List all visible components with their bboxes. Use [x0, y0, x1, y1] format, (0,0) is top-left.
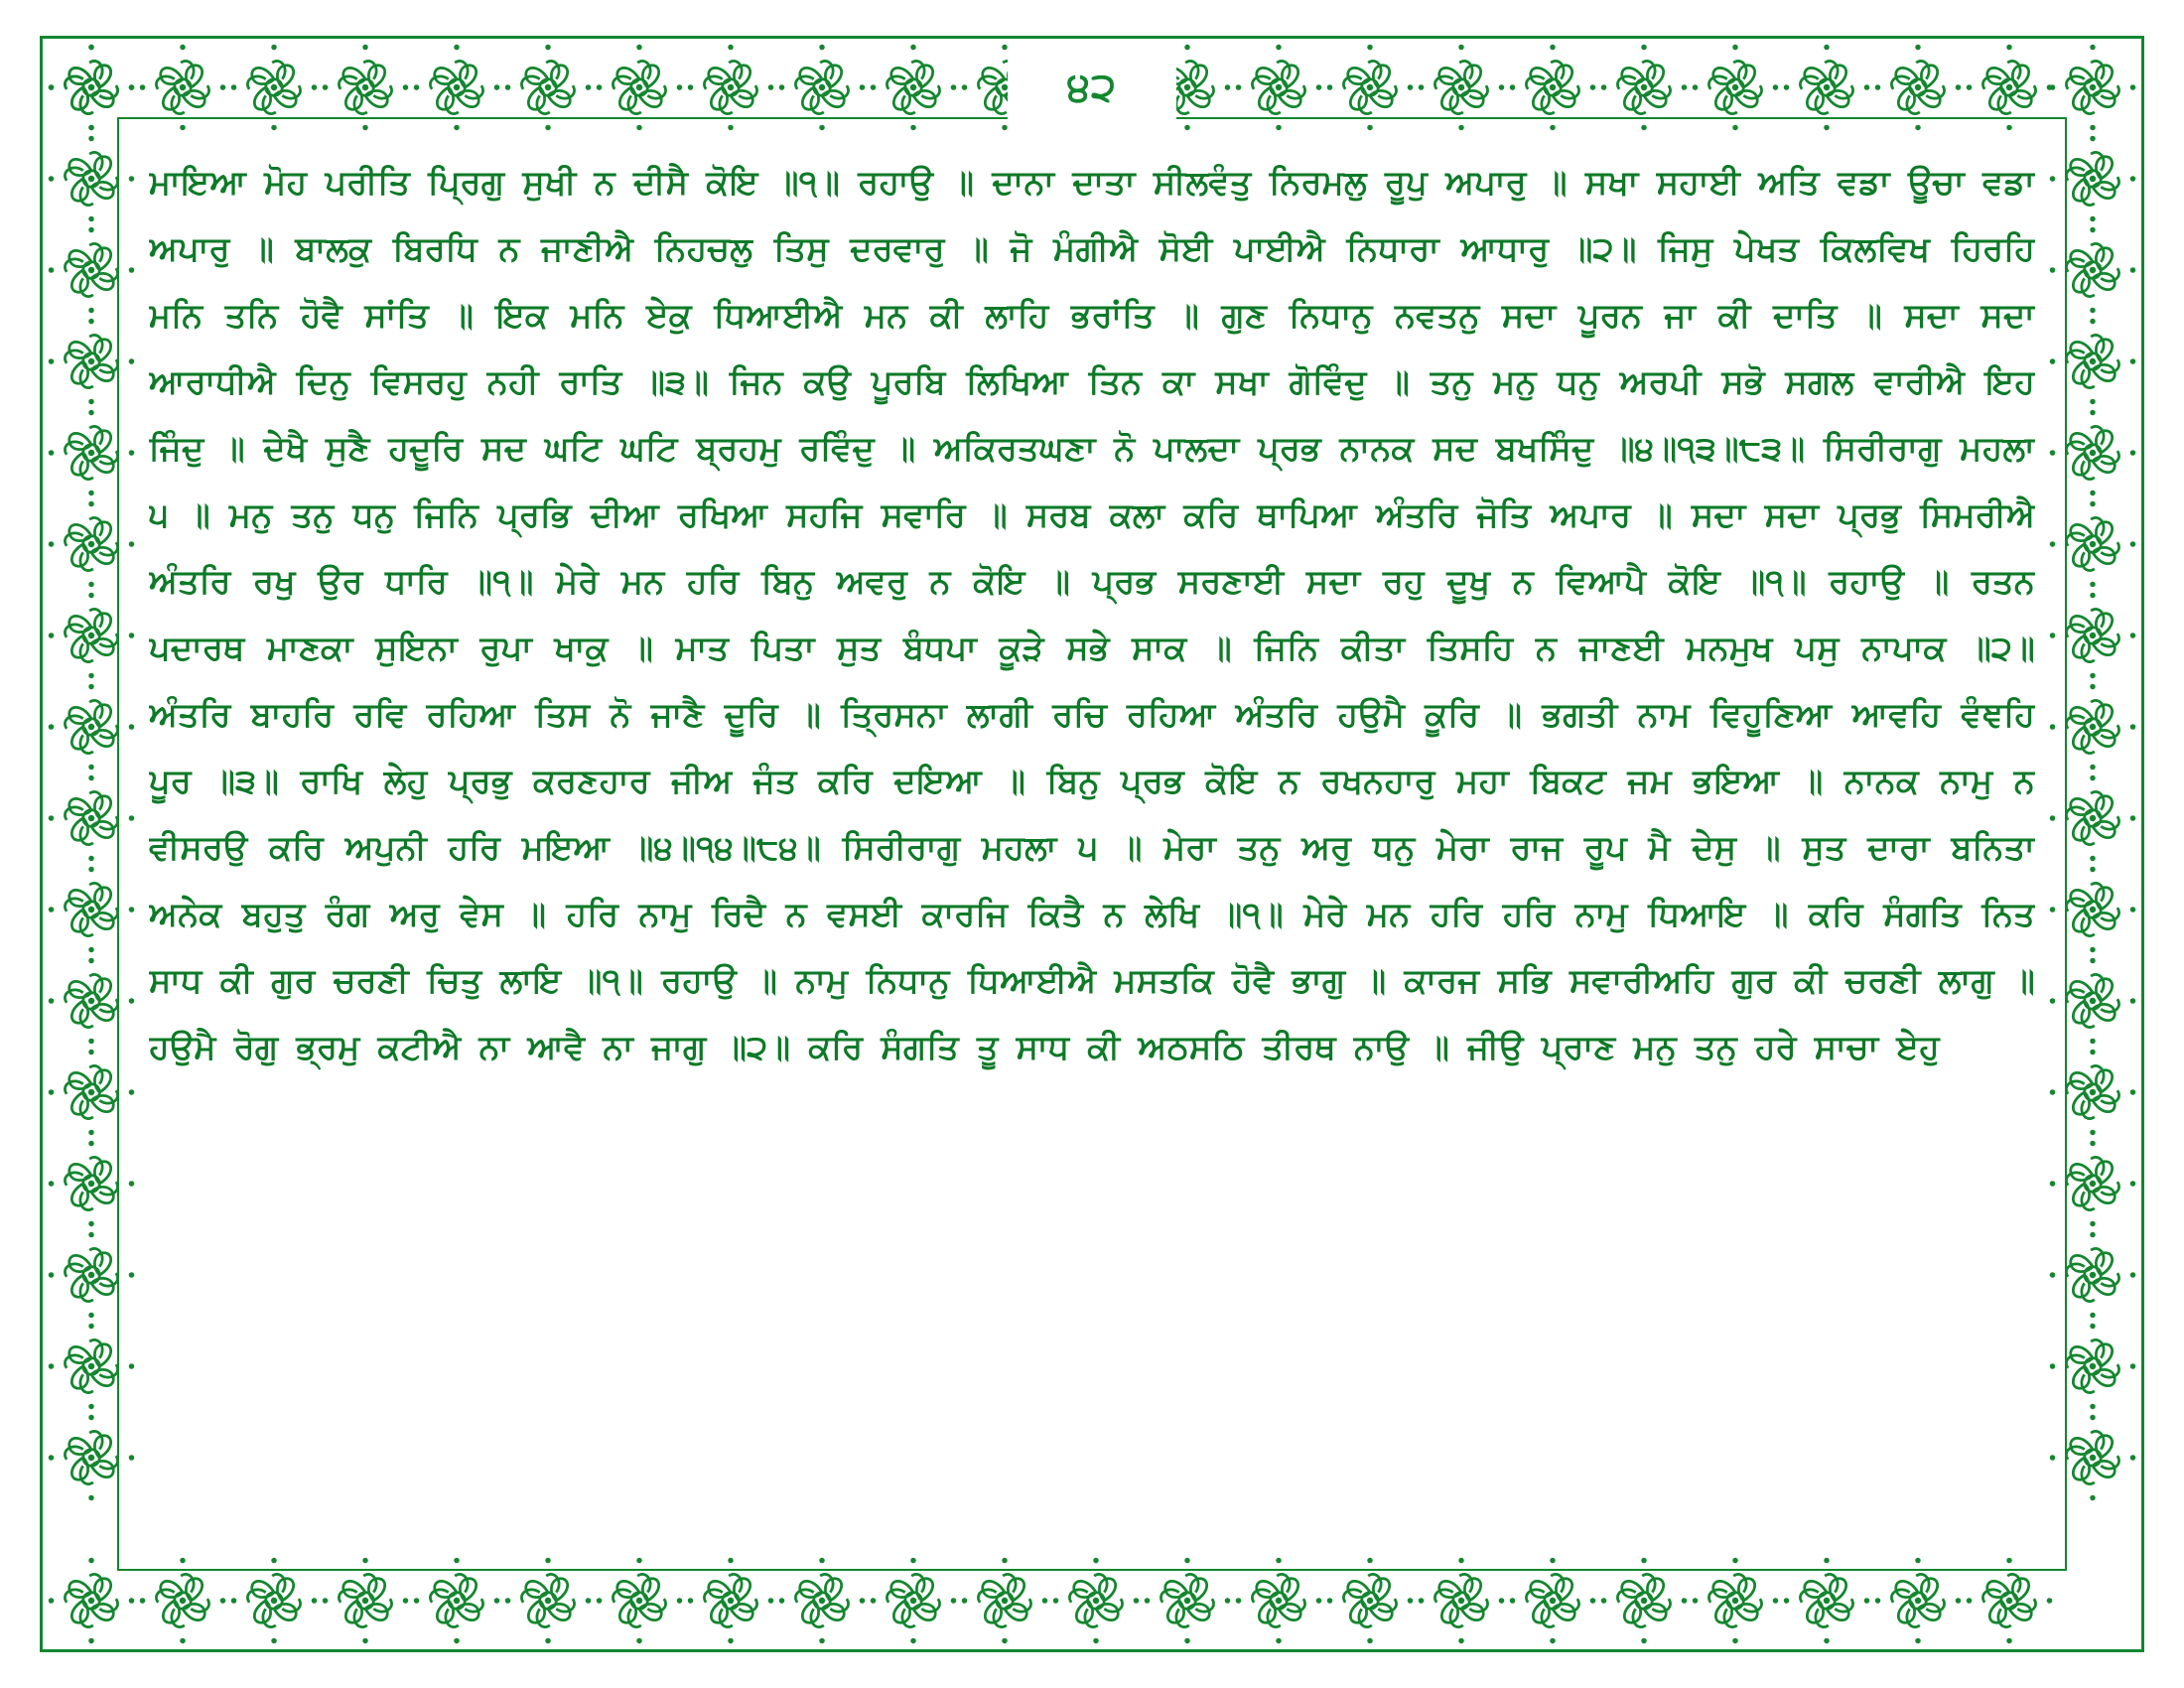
page-number: ੪੨ — [1067, 65, 1117, 110]
page-number-container — [1008, 42, 1176, 133]
text-content-area — [149, 149, 2035, 1539]
scripture-body-text: ਮਾਇਆ ਮੋਹ ਪਰੀਤਿ ਪ੍ਰਿਗੁ ਸੁਖੀ ਨ ਦੀਸੈ ਕੋਇ ॥੧॥ ਰਹਾਉ ॥ ਦਾਨਾ ਦਾਤਾ ਸੀਲਵੰਤੁ ਨਿਰਮਲੁ ਰੂਪੁ ਅਪਾਰੁ ॥ ਸਖਾ ਸਹਾਈ ਅਤਿ ਵਡਾ ਊਚਾ ਵਡਾ ਅਪਾਰੁ ॥ ਬਾਲਕੁ ਬਿਰਧਿ ਨ ਜਾਣੀਐ ਨਿਹਚਲੁ ਤਿਸੁ ਦਰਵਾਰੁ ॥ ਜੋ ਮੰਗੀਐ ਸੋਈ ਪਾਈਐ ਨਿਧਾਰਾ ਆਧਾਰੁ ॥੨॥ ਜਿਸੁ ਪੇਖਤ ਕਿਲਵਿਖ ਹਿਰਹਿ ਮਨਿ ਤਨਿ ਹੋਵੈ ਸਾਂਤਿ ॥ ਇਕ ਮਨਿ ਏਕੁ ਧਿਆਈਐ ਮਨ ਕੀ ਲਾਹਿ ਭਰਾਂਤਿ ॥ ਗੁਣ ਨਿਧਾਨੁ ਨਵਤਨੁ ਸਦਾ ਪੂਰਨ ਜਾ ਕੀ ਦਾਤਿ ॥ ਸਦਾ ਸਦਾ ਆਰਾਧੀਐ ਦਿਨੁ ਵਿਸਰਹੁ ਨਹੀ ਰਾਤਿ ॥੩॥ ਜਿਨ ਕਉ ਪੂਰਬਿ ਲਿਖਿਆ ਤਿਨ ਕਾ ਸਖਾ ਗੋਵਿੰਦੁ ॥ ਤਨੁ ਮਨੁ ਧਨੁ ਅਰਪੀ ਸਭੋ ਸਗਲ ਵਾਰੀਐ ਇਹ ਜਿੰਦੁ ॥ ਦੇਖੈ ਸੁਣੈ ਹਦੂਰਿ ਸਦ ਘਟਿ ਘਟਿ ਬ੍ਰਹਮੁ ਰਵਿੰਦੁ ॥ ਅਕਿਰਤਘਣਾ ਨੋ ਪਾਲਦਾ ਪ੍ਰਭ ਨਾਨਕ ਸਦ ਬਖਸਿੰਦੁ ॥੪॥੧੩॥੮੩॥ ਸਿਰੀਰਾਗੁ ਮਹਲਾ ੫ ॥ ਮਨੁ ਤਨੁ ਧਨੁ ਜਿਨਿ ਪ੍ਰਭਿ ਦੀਆ ਰਖਿਆ ਸਹਜਿ ਸਵਾਰਿ ॥ ਸਰਬ ਕਲਾ ਕਰਿ ਥਾਪਿਆ ਅੰਤਰਿ ਜੋਤਿ ਅਪਾਰ ॥ ਸਦਾ ਸਦਾ ਪ੍ਰਭੁ ਸਿਮਰੀਐ ਅੰਤਰਿ ਰਖੁ ਉਰ ਧਾਰਿ ॥੧॥ ਮੇਰੇ ਮਨ ਹਰਿ ਬਿਨੁ ਅਵਰੁ ਨ ਕੋਇ ॥ ਪ੍ਰਭ ਸਰਣਾਈ ਸਦਾ ਰਹੁ ਦੂਖੁ ਨ ਵਿਆਪੈ ਕੋਇ ॥੧॥ ਰਹਾਉ ॥ ਰਤਨ ਪਦਾਰਥ ਮਾਣਕਾ ਸੁਇਨਾ ਰੁਪਾ ਖਾਕੁ ॥ ਮਾਤ ਪਿਤਾ ਸੁਤ ਬੰਧਪਾ ਕੂੜੇ ਸਭੇ ਸਾਕ ॥ ਜਿਨਿ ਕੀਤਾ ਤਿਸਹਿ ਨ ਜਾਣਈ ਮਨਮੁਖ ਪਸੁ ਨਾਪਾਕ ॥੨॥ ਅੰਤਰਿ ਬਾਹਰਿ ਰਵਿ ਰਹਿਆ ਤਿਸ ਨੋ ਜਾਣੈ ਦੂਰਿ ॥ ਤ੍ਰਿਸਨਾ ਲਾਗੀ ਰਚਿ ਰਹਿਆ ਅੰਤਰਿ ਹਉਮੈ ਕੂਰਿ ॥ ਭਗਤੀ ਨਾਮ ਵਿਹੂਣਿਆ ਆਵਹਿ ਵੰਞਹਿ ਪੂਰ ॥੩॥ ਰਾਖਿ ਲੇਹੁ ਪ੍ਰਭੁ ਕਰਣਹਾਰ ਜੀਅ ਜੰਤ ਕਰਿ ਦਇਆ ॥ ਬਿਨੁ ਪ੍ਰਭ ਕੋਇ ਨ ਰਖਨਹਾਰੁ ਮਹਾ ਬਿਕਟ ਜਮ ਭਇਆ ॥ ਨਾਨਕ ਨਾਮੁ ਨ ਵੀਸਰਉ ਕਰਿ ਅਪੁਨੀ ਹਰਿ ਮਇਆ ॥੪॥੧੪॥੮੪॥ ਸਿਰੀਰਾਗੁ ਮਹਲਾ ੫ ॥ ਮੇਰਾ ਤਨੁ ਅਰੁ ਧਨੁ ਮੇਰਾ ਰਾਜ ਰੂਪ ਮੈ ਦੇਸੁ ॥ ਸੁਤ ਦਾਰਾ ਬਨਿਤਾ ਅਨੇਕ ਬਹੁਤੁ ਰੰਗ ਅਰੁ ਵੇਸ ॥ ਹਰਿ ਨਾਮੁ ਰਿਦੈ ਨ ਵਸਈ ਕਾਰਜਿ ਕਿਤੈ ਨ ਲੇਖਿ ॥੧॥ ਮੇਰੇ ਮਨ ਹਰਿ ਹਰਿ ਨਾਮੁ ਧਿਆਇ ॥ ਕਰਿ ਸੰਗਤਿ ਨਿਤ ਸਾਧ ਕੀ ਗੁਰ ਚਰਣੀ ਚਿਤੁ ਲਾਇ ॥੧॥ ਰਹਾਉ ॥ ਨਾਮੁ ਨਿਧਾਨੁ ਧਿਆਈਐ ਮਸਤਕਿ ਹੋਵੈ ਭਾਗੁ ॥ ਕਾਰਜ ਸਭਿ ਸਵਾਰੀਅਹਿ ਗੁਰ ਕੀ ਚਰਣੀ ਲਾਗੁ ॥ ਹਉਮੈ ਰੋਗੁ ਭ੍ਰਮੁ ਕਟੀਐ ਨਾ ਆਵੈ ਨਾ ਜਾਗੁ ॥੨॥ ਕਰਿ ਸੰਗਤਿ ਤੂ ਸਾਧ ਕੀ ਅਠਸਠਿ ਤੀਰਥ ਨਾਉ ॥ ਜੀਉ ਪ੍ਰਾਣ ਮਨੁ ਤਨੁ ਹਰੇ ਸਾਚਾ ਏਹੁ — [149, 163, 2035, 1066]
